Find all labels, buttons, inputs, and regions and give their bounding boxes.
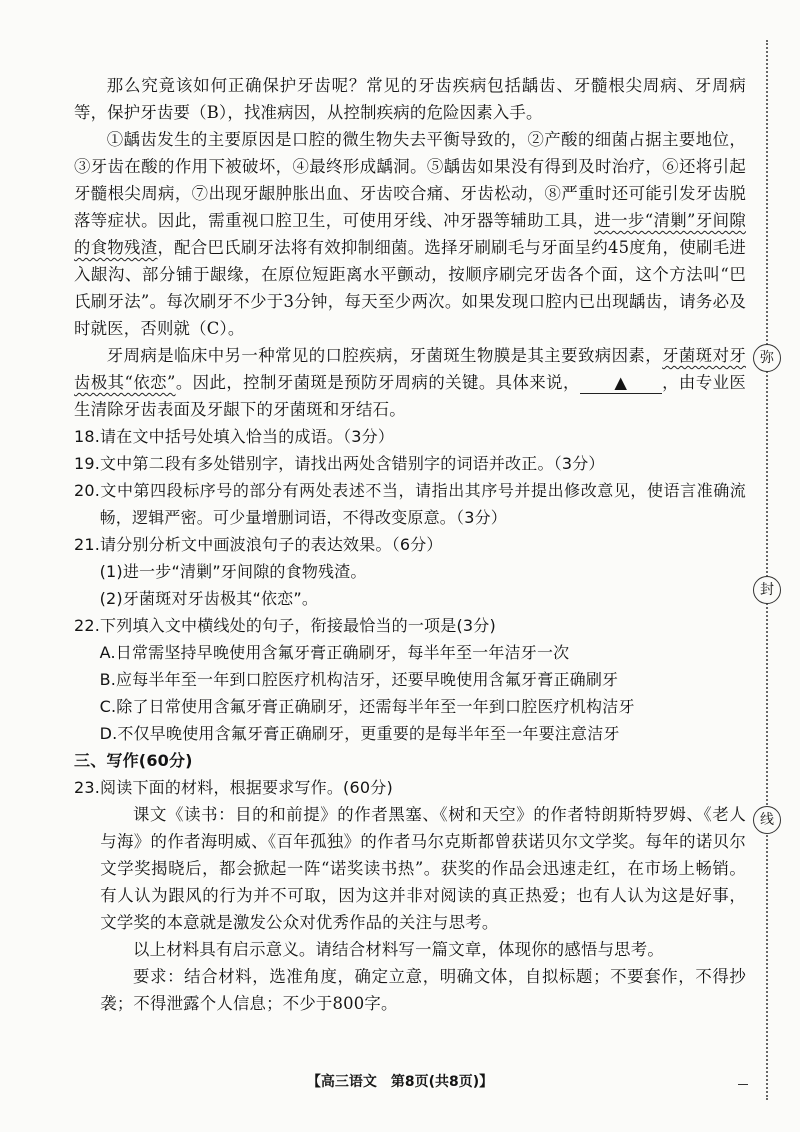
- writing-prompt: 以上材料具有启示意义。请结合材料写一篇文章，体现你的感悟与思考。: [133, 940, 664, 959]
- answer-mark: C: [206, 319, 220, 338]
- seal-mark-xian: 线: [753, 806, 781, 834]
- passage-text: ①龋齿发生的主要原因是口腔的微生物失去平衡导致的，②产酸的细菌占据主要地位，③牙齿在酸的作用下被破坏，④最终形成龋洞。⑤龋齿如果没有得到及时治疗，⑥还将引起牙髓根尖周病，⑦出现牙龈肿胀出血、牙齿咬合痛、牙齿松动，⑧严重时还可能引发牙齿脱落等症状。因此，需重视口腔卫生，可使用牙线、冲牙器等辅助工具，: [74, 130, 746, 230]
- page-footer: 【高三语文 第8页(共8页)】: [306, 1074, 494, 1090]
- option-a: A.日常需坚持早晚使用含氟牙膏正确刷牙，每半年至一年洁牙一次: [99, 643, 570, 662]
- passage-text: 牙周病是临床中另一种常见的口腔疾病，牙菌斑生物膜是其主要致病因素，: [106, 346, 663, 365]
- passage-text: ，配合巴氏刷牙法将有效抑制细菌。选择牙刷刷毛与牙面呈约45度角，使刷毛进入龈沟、部分铺于龈缘，在原位短距离水平颤动，按顺序刷完牙齿各个面，这个方法叫“巴氏刷牙法”。每次刷牙不少于3分钟，每天至少两次。如果发现口腔内已出现龋齿，请务必及时就医，否则就（: [74, 238, 747, 338]
- passage-text: ，由专业医生清除牙齿表面及牙龈下的牙菌斑和牙结石。: [74, 373, 746, 419]
- option-c: C.除了日常使用含氟牙膏正确刷牙，还需每半年至一年到口腔医疗机构洁牙: [99, 697, 635, 716]
- writing-material: [74, 801, 746, 1017]
- question-18: 18.请在文中括号处填入恰当的成语。（3分）: [74, 427, 395, 446]
- passage-text: ），找准病因，从控制疾病的危险因素入手。: [218, 103, 543, 122]
- answer-mark: B: [206, 103, 219, 122]
- question-19: 19.文中第二段有多处错别字，请找出两处含错别字的词语并改正。（3分）: [74, 454, 605, 473]
- passage-paragraph-1: [74, 72, 746, 126]
- passage-paragraph-2: [74, 126, 746, 342]
- writing-requirements: 要求：结合材料，选准角度，确定立意，明确文体，自拟标题；不要套作，不得抄袭；不得泄露个人信息；不少于800字。: [100, 967, 746, 1013]
- question-21-item-1: (1)进一步“清剿”牙间隙的食物残渣。: [99, 562, 367, 581]
- question-21-item-2: (2)牙菌斑对牙齿极其“依恋”。: [99, 589, 319, 608]
- passage-text: 那么究竟该如何正确保护牙齿呢？常见的牙齿疾病包括龋齿、牙髓根尖周病、牙周病等，保护牙齿要（: [74, 76, 746, 122]
- section-heading-writing: 三、写作(60分): [74, 751, 193, 770]
- seal-mark-feng: 封: [753, 576, 781, 604]
- question-23: 23.阅读下面的材料，根据要求写作。(60分): [74, 778, 393, 797]
- passage-text: ）。: [219, 319, 245, 338]
- question-20: 20.文中第四段标序号的部分有两处表述不当，请指出其序号并提出修改意见，使语言准确流畅，逻辑严密。可少量增删词语，不得改变原意。（3分）: [74, 481, 746, 527]
- page-content: [74, 72, 746, 1017]
- question-22: 22.下列填入文中横线处的句子，衔接最恰当的一项是(3分): [74, 616, 496, 635]
- option-d: D.不仅早晚使用含氟牙膏正确刷牙，更重要的是每半年至一年要注意洁牙: [99, 724, 620, 743]
- wavy-underlined-sentence: 牙菌斑对牙齿极其“依恋”: [74, 346, 746, 392]
- seal-mark-mi: 弥: [753, 344, 781, 372]
- binding-dotted-line: [766, 40, 768, 1100]
- option-b: B.应每半年至一年到口腔医疗机构洁牙，还要早晚使用含氟牙膏正确刷牙: [99, 670, 619, 689]
- question-21: 21.请分别分析文中画波浪句子的表达效果。（6分）: [74, 535, 443, 554]
- wavy-underlined-sentence: 进一步“清剿”牙间隙的食物残渣: [74, 211, 746, 257]
- material-text: 课文《读书：目的和前提》的作者黑塞、《树和天空》的作者特朗斯特罗姆、《老人与海》的作者海明威、《百年孤独》的作者马尔克斯都曾获诺贝尔文学奖。每年的诺贝尔文学奖揭晓后，都会掀起一阵“诺奖读书热”。获奖的作品会迅速走红，在市场上畅销。有人认为跟风的行为并不可取，因为这并非对阅读的真正热爱；也有人认为这是好事，文学奖的本意就是激发公众对优秀作品的关注与思考。: [100, 805, 746, 932]
- passage-paragraph-3: [74, 342, 746, 423]
- passage-text: 。因此，控制牙菌斑是预防牙周病的关键。具体来说，: [175, 373, 580, 392]
- fill-in-blank: ▲: [580, 373, 662, 394]
- footer-dash: [738, 1084, 748, 1085]
